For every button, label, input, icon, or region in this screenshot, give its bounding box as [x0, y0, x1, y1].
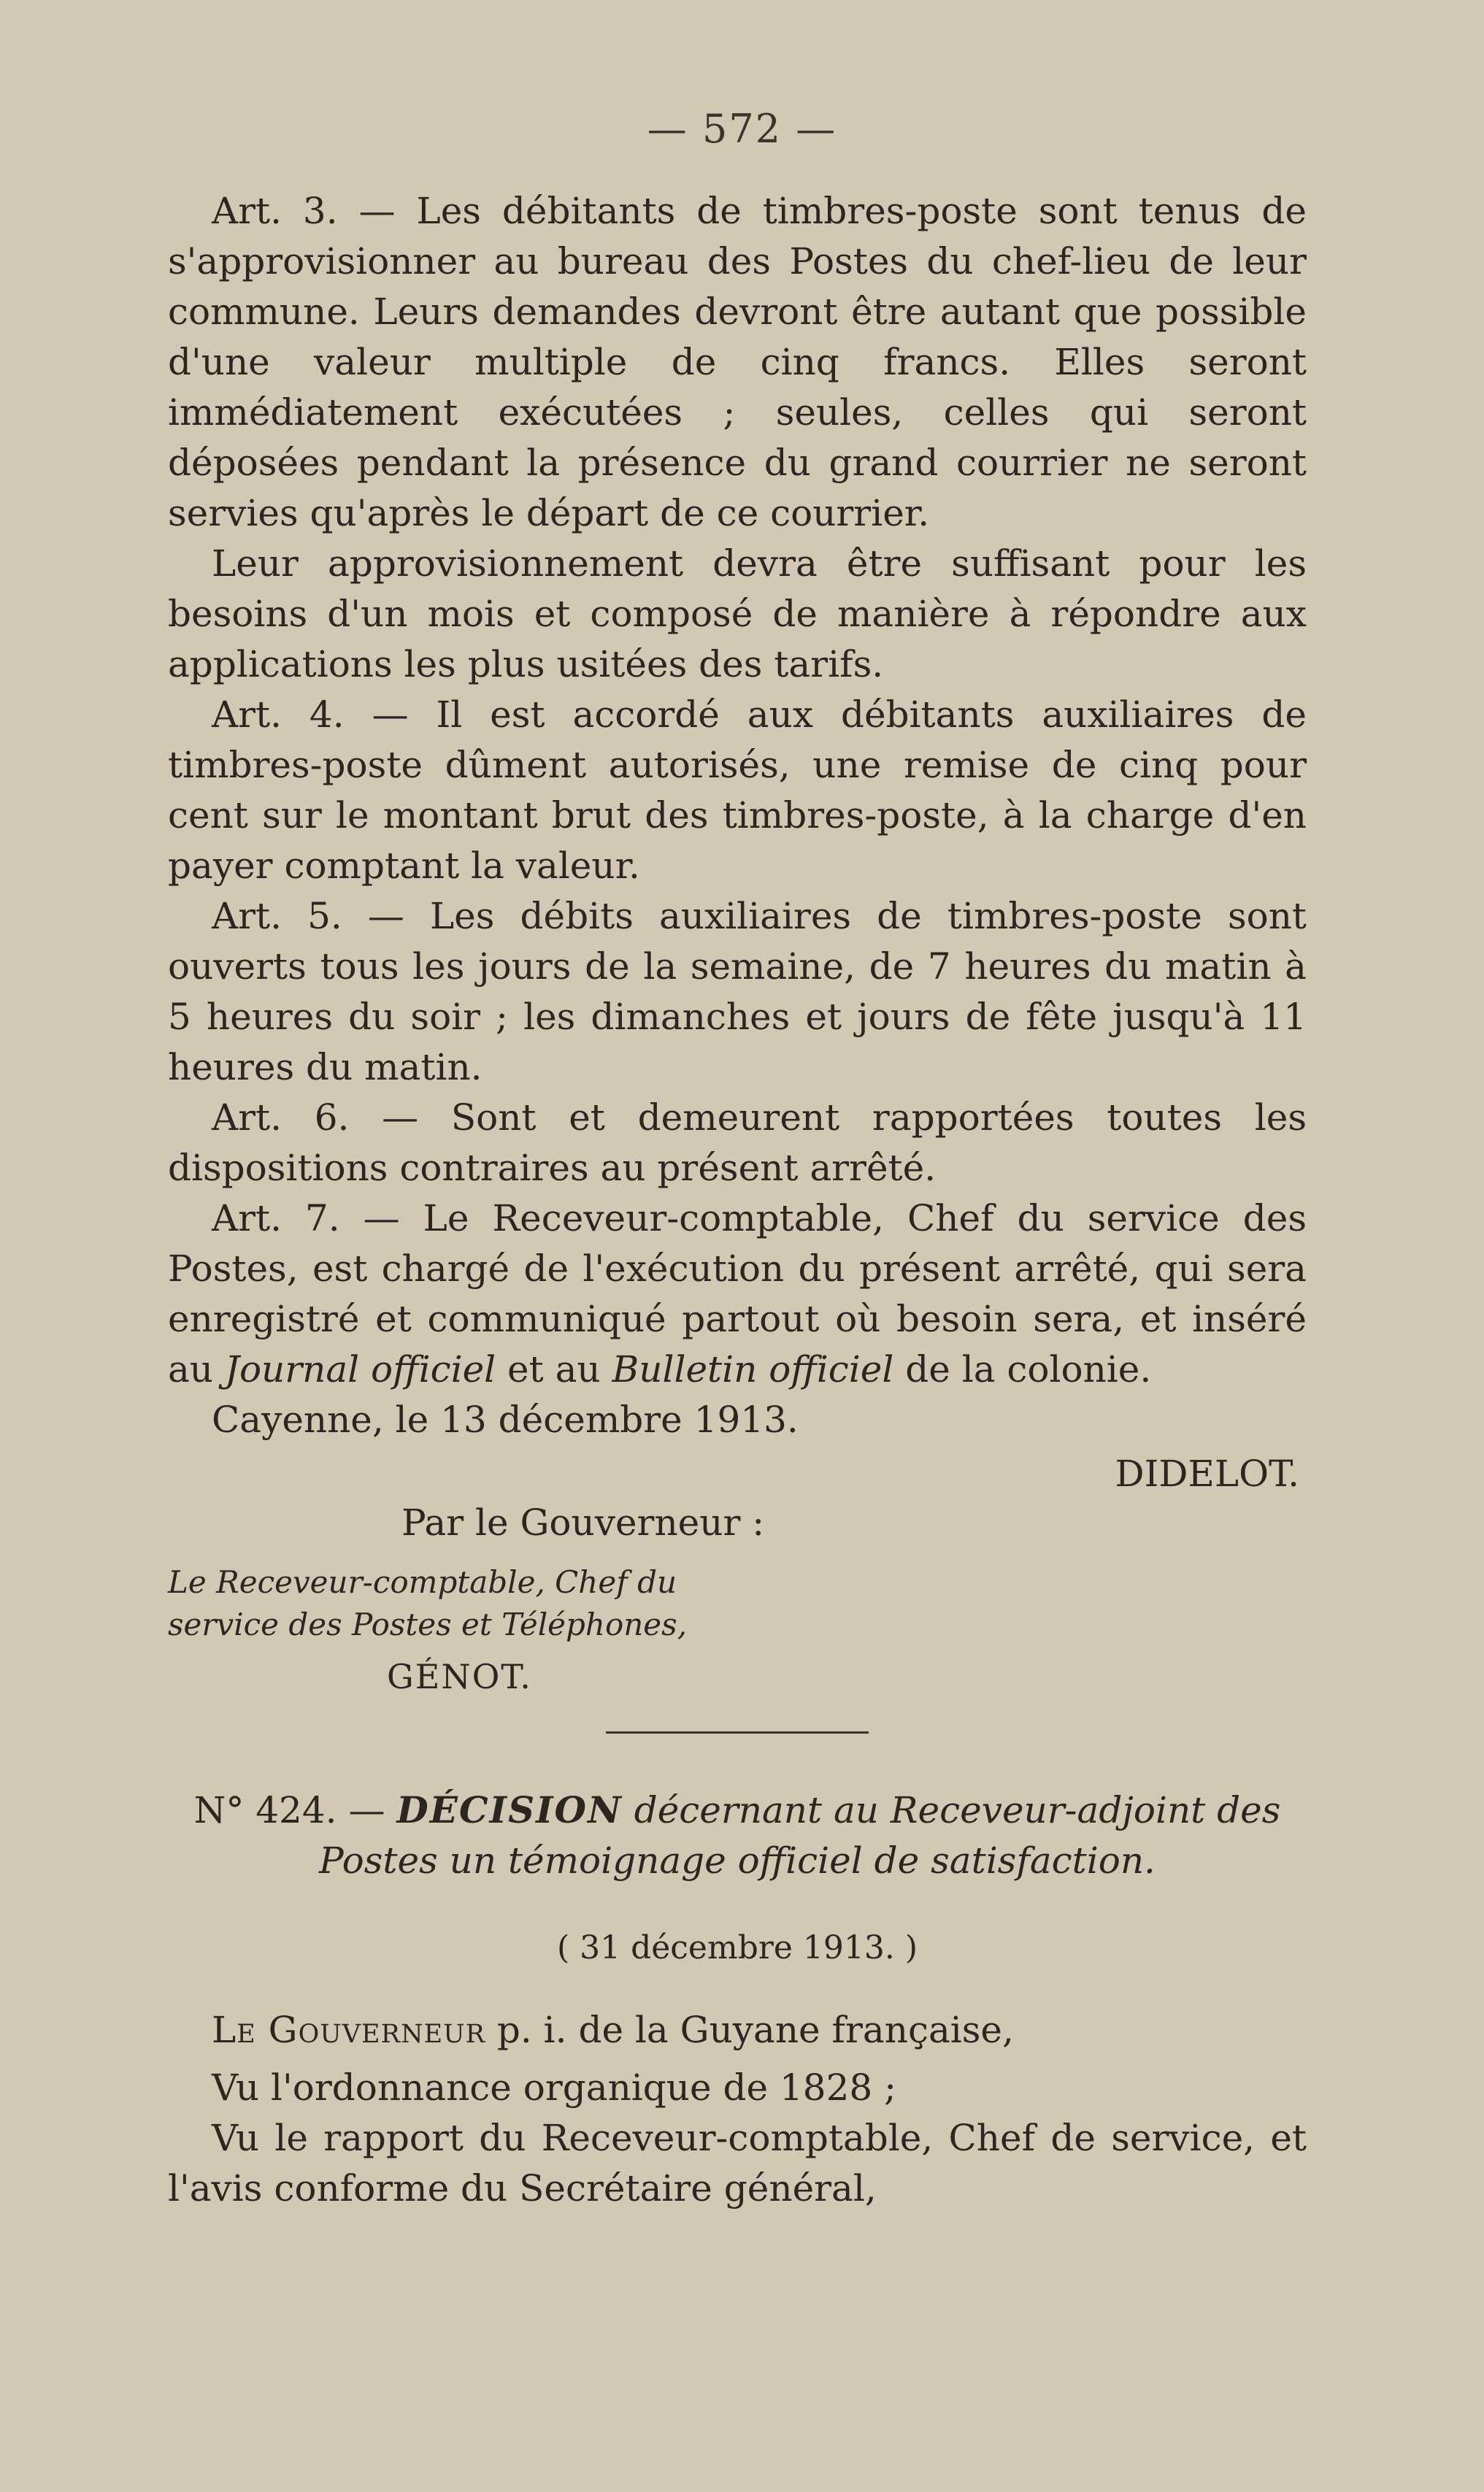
preamble-vu-rapport: Vu le rapport du Receveur-comptable, Chef de service, et l'avis conforme du Secrétaire général,	[168, 2117, 1307, 2210]
article-7: Art. 7. — Le Receveur-comptable, Chef du service des Postes, est chargé de l'exécution du présent arrêté, qui sera enregistré et communiqué partout où besoin sera, et inséré au Journal officiel et au Bulletin officiel de la colonie.	[168, 1197, 1307, 1391]
par-le-gouverneur: Par le Gouverneur :	[401, 1501, 765, 1544]
decision-title: DÉCISION	[396, 1788, 623, 1831]
decision-subject: décernant au Receveur-adjoint des Postes un témoignage officiel de satisfaction.	[319, 1789, 1281, 1882]
journal-officiel-ref: Journal officiel	[224, 1348, 496, 1391]
decision-date: ( 31 décembre 1913. )	[556, 1929, 918, 1966]
section-divider	[606, 1731, 869, 1734]
decision-number: N° 424. —	[193, 1789, 385, 1831]
decision-section	[168, 1748, 1307, 2214]
page-number: — 572 —	[647, 106, 837, 152]
countersign-title: Le Receveur-comptable, Chef du service des Postes et Téléphones,	[168, 1564, 688, 1642]
article-3: Art. 3. — Les débitants de timbres-poste sont tenus de s'approvisionner au bureau des Postes du chef-lieu de leur commune. Leurs demandes devront être autant que possible d'une valeur multiple de cinq francs. Elles seront immédiatement exécutées ; seules, celles qui seront déposées pendant la présence du grand courrier ne seront servies qu'après le départ de ce courrier.	[168, 190, 1307, 534]
decision-heading	[168, 1785, 1307, 1886]
arrete-body	[168, 186, 1307, 1445]
article-6: Art. 6. — Sont et demeurent rapportées toutes les dispositions contraires au présent arrêté.	[168, 1096, 1307, 1189]
preamble-vu-ordonnance: Vu l'ordonnance organique de 1828 ;	[212, 2066, 896, 2109]
article-3-continued: Leur approvisionnement devra être suffisant pour les besoins d'un mois et composé de manière à répondre aux applications les plus usitées des tarifs.	[168, 542, 1307, 685]
signature-block	[168, 1449, 1307, 1763]
article-5: Art. 5. — Les débits auxiliaires de timbres-poste sont ouverts tous les jours de la semaine, de 7 heures du matin à 5 heures du soir ; les dimanches et jours de fête jusqu'à 11 heures du matin.	[168, 895, 1307, 1088]
article-4: Art. 4. — Il est accordé aux débitants auxiliaires de timbres-poste dûment autorisés, une remise de cinq pour cent sur le montant brut des timbres-poste, à la charge d'en payer comptant la valeur.	[168, 693, 1307, 887]
bulletin-officiel-ref: Bulletin officiel	[612, 1348, 894, 1391]
countersign-name: GÉNOT.	[387, 1657, 532, 1696]
signatory: DIDELOT.	[1115, 1453, 1299, 1495]
preamble-gouverneur: Le Gouverneur p. i. de la Guyane française,	[212, 2009, 1014, 2051]
place-date: Cayenne, le 13 décembre 1913.	[212, 1399, 799, 1441]
